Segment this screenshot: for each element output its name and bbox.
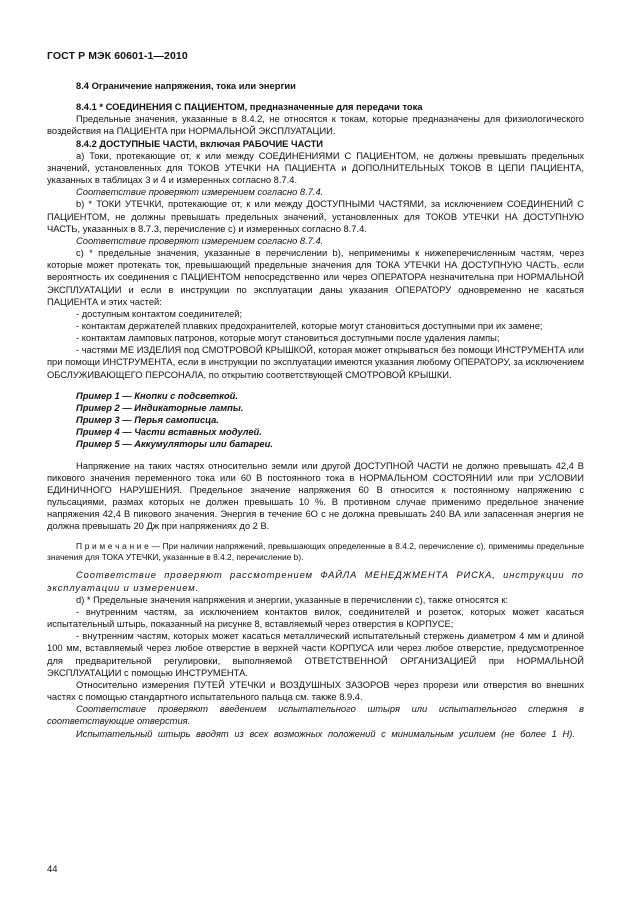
section-8-4-1-text: Предельные значения, указанные в 8.4.2, не относятся к токам, которые предназначены для физиологического воздействия на ПАЦИЕНТА при НОРМАЛЬНОЙ ЭКСПЛУАТАЦИИ. <box>47 114 584 137</box>
section-8-4-2-title: 8.4.2 ДОСТУПНЫЕ ЧАСТИ, включая РАБОЧИЕ ЧАСТИ <box>76 138 324 149</box>
pin-compliance: Соответствие проверяют введением испытательного штыря или испытательного стержня в соответствующие отверстия. <box>47 704 584 727</box>
item-b-text: b) * ТОКИ УТЕЧКИ, протекающие от, к или между ДОСТУПНЫМИ ЧАСТЯМИ, за исключением СОЕДИНЕНИЙ С ПАЦИЕНТОМ, не должны превышать предельных значений, установленных для ТОКОВ УТЕЧКИ НА ДОСТУПНУЮ ЧАСТЬ, указанных в 8.7.3, перечисление с) и измеренных согласно 8.7.4. <box>47 199 584 234</box>
item-a-text: а) Токи, протекающие от, к или между СОЕДИНЕНИЯМИ С ПАЦИЕНТОМ, не должны превышать предельных значений, установленных для ТОКОВ УТЕЧКИ НА ПАЦИЕНТА и ДОПОЛНИТЕЛЬНЫХ ТОКОВ В ЦЕПИ ПАЦИЕНТА, указанных в таблицах 3 и 4 и измеренных согласно 8.7.4. <box>47 150 584 186</box>
section-8-4-1-title: 8.4.1 * СОЕДИНЕНИЯ С ПАЦИЕНТОМ, предназначенные для передачи тока <box>76 102 423 113</box>
item-d-list-1: - внутренним частям, за исключением контактов вилок, соединителей и розеток, которых может касаться испытательный штырь, показанный на рисунке 8, вставляемый через отверстия в КОРПУСЕ; <box>47 606 584 630</box>
pin-insertion-text: Испытательный штырь вводят из всех возможных положений с минимальным усилием (не более 1 Н). <box>76 728 575 739</box>
example-1: Пример 1 — Кнопки с подсветкой. <box>76 390 238 401</box>
note-label: П р и м е ч а н и е <box>76 541 149 552</box>
item-b-compliance: Соответствие проверяют измерением согласно 8.7.4. <box>76 235 324 246</box>
document-body <box>47 80 584 740</box>
risk-compliance: Соответствие проверяют рассмотрением ФАЙЛА МЕНЕДЖМЕНТА РИСКА, инструкции по эксплуатации и измерением. <box>47 570 584 593</box>
creepage-text: Относительно измерения ПУТЕЙ УТЕЧКИ и ВОЗДУШНЫХ ЗАЗОРОВ через прорези или отверстия во внешних частях с помощью стандартного испытательного пальца см. также 8.9.4. <box>47 679 584 703</box>
item-d-text: d) * Предельные значения напряжения и энергии, указанные в перечислении с), также относятся к: <box>76 594 509 605</box>
item-d-list-2: - внутренним частям, которых может касаться металлический испытательный стержень диаметром 4 мм и длиной 100 мм, вставляемый через любое отверстие в верхней части КОРПУСА или через любое отверстие, предусмотренное для предварительной регулировки, выполняемой ОТВЕТСТВЕННОЙ ОРГАНИЗАЦИЕЙ при НОРМАЛЬНОЙ ЭКСПЛУАТАЦИИ с помощью ИНСТРУМЕНТА. <box>47 631 584 678</box>
item-c-text: с) * предельные значения, указанные в перечислении b), неприменимы к нижеперечисленным частям, через которые может протекать ток, превышающий предельные значения для ТОКА УТЕЧКИ НА ДОСТУПНУЮ ЧАСТЬ, если вероятность их соединения с ПАЦИЕНТОМ непосредственно или через ОПЕРАТОРА незначительна при НОРМАЛЬНОЙ ЭКСПЛУАТАЦИИ и если в инструкции по эксплуатации даны указания ОПЕРАТОРУ одновременно не касаться ПАЦИЕНТА и этих частей: <box>47 248 584 307</box>
page-number: 44 <box>47 864 58 875</box>
item-a-compliance: Соответствие проверяют измерением согласно 8.7.4. <box>76 187 324 198</box>
example-4: Пример 4 — Части вставных модулей. <box>76 427 262 438</box>
examples-block <box>47 390 584 451</box>
example-5: Пример 5 — Аккумуляторы или батареи. <box>76 439 273 450</box>
example-2: Пример 2 — Индикаторные лампы. <box>76 402 244 413</box>
example-3: Пример 3 — Перья самописца. <box>76 415 219 426</box>
section-8-4-title: 8.4 Ограничение напряжения, тока или энергии <box>76 81 296 91</box>
voltage-limits-text: Напряжение на таких частях относительно земли или другой ДОСТУПНОЙ ЧАСТИ не должно превышать 42,4 В пикового значения переменного тока или 60 В постоянного тока в НОРМАЛЬНОМ СОСТОЯНИИ или при УСЛОВИИ ЕДИНИЧНОГО НАРУШЕНИЯ. Предельное значение напряжения 60 В относится к постоянному напряжению с пульсациями, размах которых не должен превышать 10 %. В противном случае применимо предельное значение напряжения 42,4 В пикового значения. Энергия в течение 6О с не должна превышать 240 ВА или запасенная энергия не должна превышать 20 Дж при напряжениях до 2 В. <box>47 460 584 532</box>
note-text: — При наличии напряжений, превышающих определенные в 8.4.2, перечисление с), применимы предельные значения для ТОКА УТЕЧКИ, указанные в 8.4.2, перечисление b). <box>47 541 584 563</box>
note-paragraph <box>47 541 584 563</box>
item-c-list-1: - доступным контактом соединителей; <box>76 308 243 319</box>
item-c-list-4: - частями МЕ ИЗДЕЛИЯ под СМОТРОВОЙ КРЫШКОЙ, которая может открываться без помощи ИНСТРУМЕНТА или при помощи ИНСТРУМЕНТА, если в инструкции по эксплуатации имеются указания любому ОПЕРАТОРУ, за исключением ОБСЛУЖИВАЮЩЕГО ПЕРСОНАЛА, по открытию соответствующей СМОТРОВОЙ КРЫШКИ. <box>47 345 584 380</box>
document-header: ГОСТ Р МЭК 60601-1—2010 <box>47 50 188 62</box>
item-c-list-3: - контактам ламповых патронов, которые могут становиться доступными после удаления лампы; <box>76 333 500 344</box>
item-c-list-2: - контактам держателей плавких предохранителей, которые могут становиться доступными при их замене; <box>76 320 543 331</box>
